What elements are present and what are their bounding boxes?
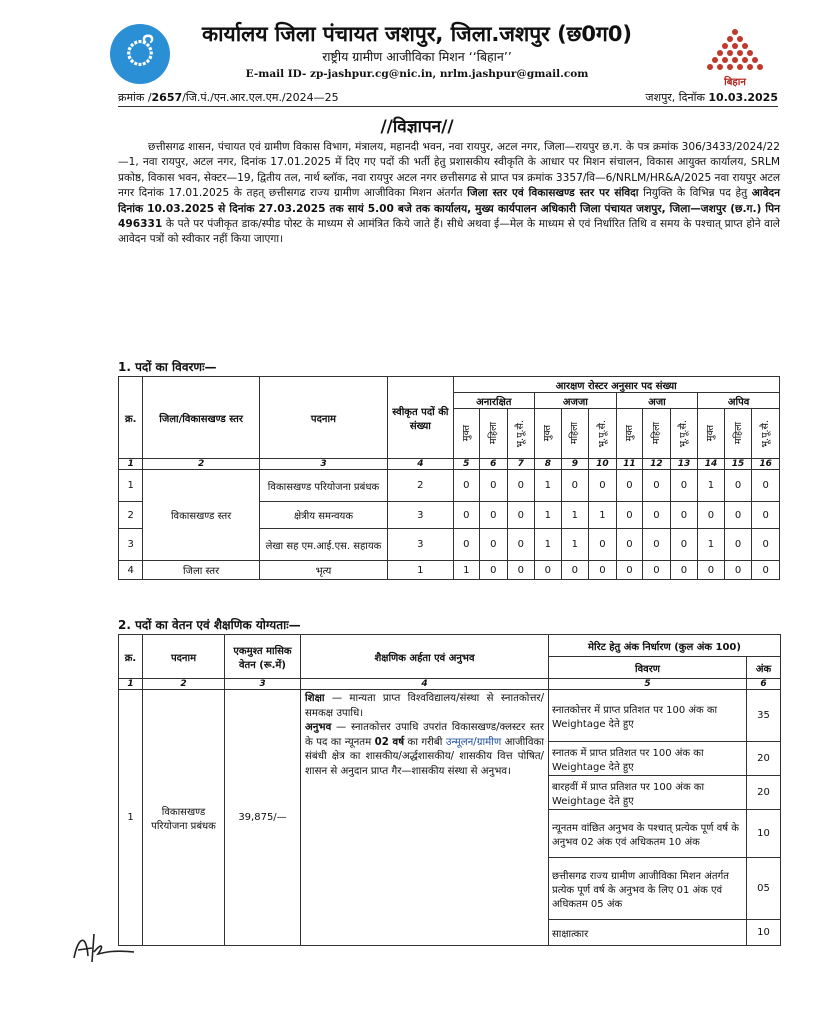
sub-header: महिला [480,409,508,459]
merit-item: स्नातक में प्राप्त प्रतिशत पर 100 अंक का Weightage देते हुए [549,742,747,776]
row-value: 1 [535,529,562,561]
col-number: 8 [535,459,562,470]
col-number: 9 [561,459,589,470]
sub-header: महिला [724,409,752,459]
row-value: 0 [752,561,780,580]
col-number: 6 [747,679,781,690]
row-sno: 1 [119,690,143,946]
merit-item: साक्षात्कार [549,920,747,946]
merit-item: स्नातकोत्तर में प्राप्त प्रतिशत पर 100 अंक का Weightage देते हुए [549,690,747,742]
signature-mark [68,928,138,968]
col-number: 1 [119,459,143,470]
col-number: 3 [225,679,301,690]
sub-header: भू.पू.सै. [507,409,535,459]
merit-marks: 10 [747,810,781,858]
row-value: 0 [724,529,752,561]
mission-subtitle: राष्ट्रीय ग्रामीण आजीविका मिशन ‘‘बिहान’’ [322,49,512,64]
group-header: अनारक्षित [453,393,535,409]
row-post: क्षेत्रीय समन्वयक [259,502,388,529]
row-value: 0 [698,561,725,580]
row-value: 0 [480,561,508,580]
group-header: अजा [616,393,698,409]
row-level: जिला स्तर [143,561,259,580]
col-number: 1 [119,679,143,690]
col-header-post: पदनाम [259,377,388,459]
row-sno: 4 [119,561,143,580]
col-number: 5 [453,459,480,470]
col-number: 4 [388,459,453,470]
sub-header: मुक्त [698,409,725,459]
row-value: 0 [752,502,780,529]
row-value: 0 [589,470,617,502]
col-number: 2 [143,459,259,470]
row-value: 1 [535,470,562,502]
row-value: 0 [616,470,643,502]
row-value: 0 [589,529,617,561]
row-value: 0 [480,502,508,529]
advertisement-body: छत्तीसगढ शासन, पंचायत एवं ग्रामीण विकास विभाग, मंत्रालय, महानदी भवन, नवा रायपुर, अटल नगर, जिला—रायपुर छ.ग. के पत्र क्रमांक 306/3433/2024/22—1, नवा रायपुर, अटल नगर, दिनांक 17.01.2025 में दिए गए पदों की भर्ती हेतु प्रशासकीय स्वीकृति के आधार पर मिशन संचालन, विकास आयुक्त कार्यालय, SRLM प्रकोष्ठ, विकास भवन, सेक्टर—19, द्वितीय तल, नार्थ ब्लॉक, नवा रायपुर अटल नगर छत्तीसगढ से प्राप्त पत्र क्रमांक 3357/वि—6/NRLM/HR&A/2025 नवा रायपुर अटल नगर दिनांक 17.01.2025 के तहत् छत्तीसगढ राज्य ग्रामीण आजीविका मिशन अंतर्गत जिला स्तर एवं विकासखण्ड स्तर पर संविदा नियुक्ति के विभिन्न पद हेतु आवेदन दिनांक 10.03.2025 से दिनांक 27.03.2025 तक सायं 5.00 बजे तक कार्यालय, मुख्य कार्यपालन अधिकारी जिला पंचायत जशपुर, जिला—जशपुर (छ.ग.) पिन 496331 के पते पर पंजीकृत डाक/स्पीड पोस्ट के माध्यम से आमंत्रित किये जाते हैं। सीधे अथवा ई—मेल के माध्यम से एवं निर्धारित तिथि व समय के पश्चात् प्राप्त होने वाले आवेदन पत्रों को स्वीकार नहीं किया जाएगा। [118,141,780,246]
row-value: 0 [643,470,671,502]
row-value: 0 [724,470,752,502]
merit-marks: 05 [747,858,781,920]
row-value: 0 [643,561,671,580]
row-value: 0 [670,502,698,529]
row-value: 1 [698,529,725,561]
row-count: 3 [388,502,453,529]
col-header-sanctioned: स्वीकृत पदों की संख्या [388,377,453,459]
col-number: 4 [301,679,549,690]
row-value: 0 [507,529,535,561]
row-value: 0 [724,561,752,580]
row-value: 0 [752,529,780,561]
col-header-sno: क्र. [119,377,143,459]
row-qualification: शिक्षा — मान्यता प्राप्त विश्वविद्यालय/संस्था से स्नातकोत्तर/समकक्ष उपाधि। अनुभव — स्नातकोत्तर उपाधि उपरांत विकासखण्ड/क्लस्टर स्तर के पद का न्यूनतम 02 वर्ष का गरीबी उन्मूलन/ग्रामीण आजीविका संबंधी क्षेत्र का शासकीय/अर्द्धशासकीय/ शासकीय वित्त पोषित/शासन से अनुदान प्राप्त गैर—शासकीय संस्था से अनुभव। [301,690,549,946]
row-level: विकासखण्ड स्तर [143,470,259,561]
row-salary: 39,875/— [225,690,301,946]
row-value: 0 [453,529,480,561]
row-value: 0 [480,470,508,502]
col-header-level: जिला/विकासखण्ड स्तर [143,377,259,459]
row-value: 1 [561,502,589,529]
merit-marks: 10 [747,920,781,946]
row-value: 0 [752,470,780,502]
row-value: 0 [507,561,535,580]
sub-header: महिला [643,409,671,459]
table-row [119,690,781,742]
sub-header: मुक्त [535,409,562,459]
row-count: 3 [388,529,453,561]
row-value: 0 [724,502,752,529]
row-value: 0 [453,470,480,502]
row-sno: 1 [119,470,143,502]
row-sno: 3 [119,529,143,561]
section2-title: 2. पदों का वेतन एवं शैक्षणिक योग्यताः— [118,618,301,632]
col-number: 3 [259,459,388,470]
col-header-post: पदनाम [143,635,225,679]
row-post: विकासखण्ड परियोजना प्रबंधक [259,470,388,502]
merit-marks: 35 [747,690,781,742]
row-value: 0 [616,561,643,580]
row-value: 0 [616,529,643,561]
office-title: कार्यालय जिला पंचायत जशपुर, जिला.जशपुर (छ0ग0) [201,22,633,46]
merit-item: छत्तीसगढ राज्य ग्रामीण आजीविका मिशन अंतर्गत प्रत्येक पूर्ण वर्ष के अनुभव के लिए 01 अंक एवं अधिकतम 05 अंक [549,858,747,920]
col-header-sno: क्र. [119,635,143,679]
group-header: अजजा [535,393,617,409]
row-value: 0 [480,529,508,561]
table-row [119,561,780,580]
sub-header: मुक्त [616,409,643,459]
col-header-roster: आरक्षण रोस्टर अनुसार पद संख्या [453,377,780,393]
salary-qualification-table [118,634,781,946]
row-value: 0 [561,561,589,580]
row-value: 1 [453,561,480,580]
column-number-row [119,459,780,470]
merit-marks: 20 [747,742,781,776]
row-value: 0 [643,502,671,529]
col-number: 12 [643,459,671,470]
reference-number: क्रमांक /2657/जि.पं./एन.आर.एल.एम./2024—25 [118,91,339,104]
row-count: 1 [388,561,453,580]
sub-header: भू.पू.सै. [589,409,617,459]
col-number: 10 [589,459,617,470]
row-value: 0 [507,502,535,529]
row-value: 0 [507,470,535,502]
nrlm-logo: ੰ [110,24,170,84]
col-number: 14 [698,459,725,470]
merit-marks: 20 [747,776,781,810]
col-header-marks: अंक [747,657,781,679]
bihan-logo-label: बिहान [724,77,746,88]
row-value: 0 [453,502,480,529]
col-number: 7 [507,459,535,470]
row-value: 1 [589,502,617,529]
col-number: 6 [480,459,508,470]
row-value: 0 [561,470,589,502]
col-header-qualification: शैक्षणिक अर्हता एवं अनुभव [301,635,549,679]
row-value: 1 [561,529,589,561]
col-header-details: विवरण [549,657,747,679]
header-divider [118,106,778,107]
merit-item: बारहवीं में प्राप्त प्रतिशत पर 100 अंक का Weightage देते हुए [549,776,747,810]
col-number: 5 [549,679,747,690]
row-post: लेखा सह एम.आई.एस. सहायक [259,529,388,561]
row-value: 0 [643,529,671,561]
col-number: 13 [670,459,698,470]
merit-item: न्यूनतम वांछित अनुभव के पश्चात् प्रत्येक पूर्ण वर्ष के अनुभव 02 अंक एवं अधिकतम 10 अंक [549,810,747,858]
column-number-row [119,679,781,690]
bihan-logo [700,26,770,86]
reference-date: जशपुर, दिनॉक 10.03.2025 [645,91,778,104]
col-number: 2 [143,679,225,690]
row-value: 0 [670,470,698,502]
col-number: 15 [724,459,752,470]
row-value: 0 [670,529,698,561]
col-number: 11 [616,459,643,470]
sub-header: भू.पू.सै. [670,409,698,459]
col-number: 16 [752,459,780,470]
row-value: 0 [589,561,617,580]
sub-header: मुक्त [453,409,480,459]
bihan-pyramid-icon [700,26,770,76]
group-header: अपिव [698,393,780,409]
sub-header: भू.पू.सै. [752,409,780,459]
row-post: विकासखण्ड परियोजना प्रबंधक [143,690,225,946]
row-sno: 2 [119,502,143,529]
row-value: 0 [535,561,562,580]
col-header-salary: एकमुश्त मासिक वेतन (रू.में) [225,635,301,679]
advertisement-heading: //विज्ञापन// [380,117,454,137]
row-value: 1 [698,470,725,502]
row-value: 1 [535,502,562,529]
row-value: 0 [670,561,698,580]
row-count: 2 [388,470,453,502]
section1-title: 1. पदों का विवरणः— [118,360,217,374]
row-value: 0 [616,502,643,529]
table-row [119,470,780,502]
office-email: E-mail ID- zp-jashpur.cg@nic.in, nrlm.jashpur@gmail.com [245,68,589,80]
letterhead [0,0,834,92]
sub-header: महिला [561,409,589,459]
row-post: भृत्य [259,561,388,580]
col-header-merit: मेरिट हेतु अंक निर्धारण (कुल अंक 100) [549,635,781,657]
row-value: 0 [698,502,725,529]
posts-table [118,376,780,580]
